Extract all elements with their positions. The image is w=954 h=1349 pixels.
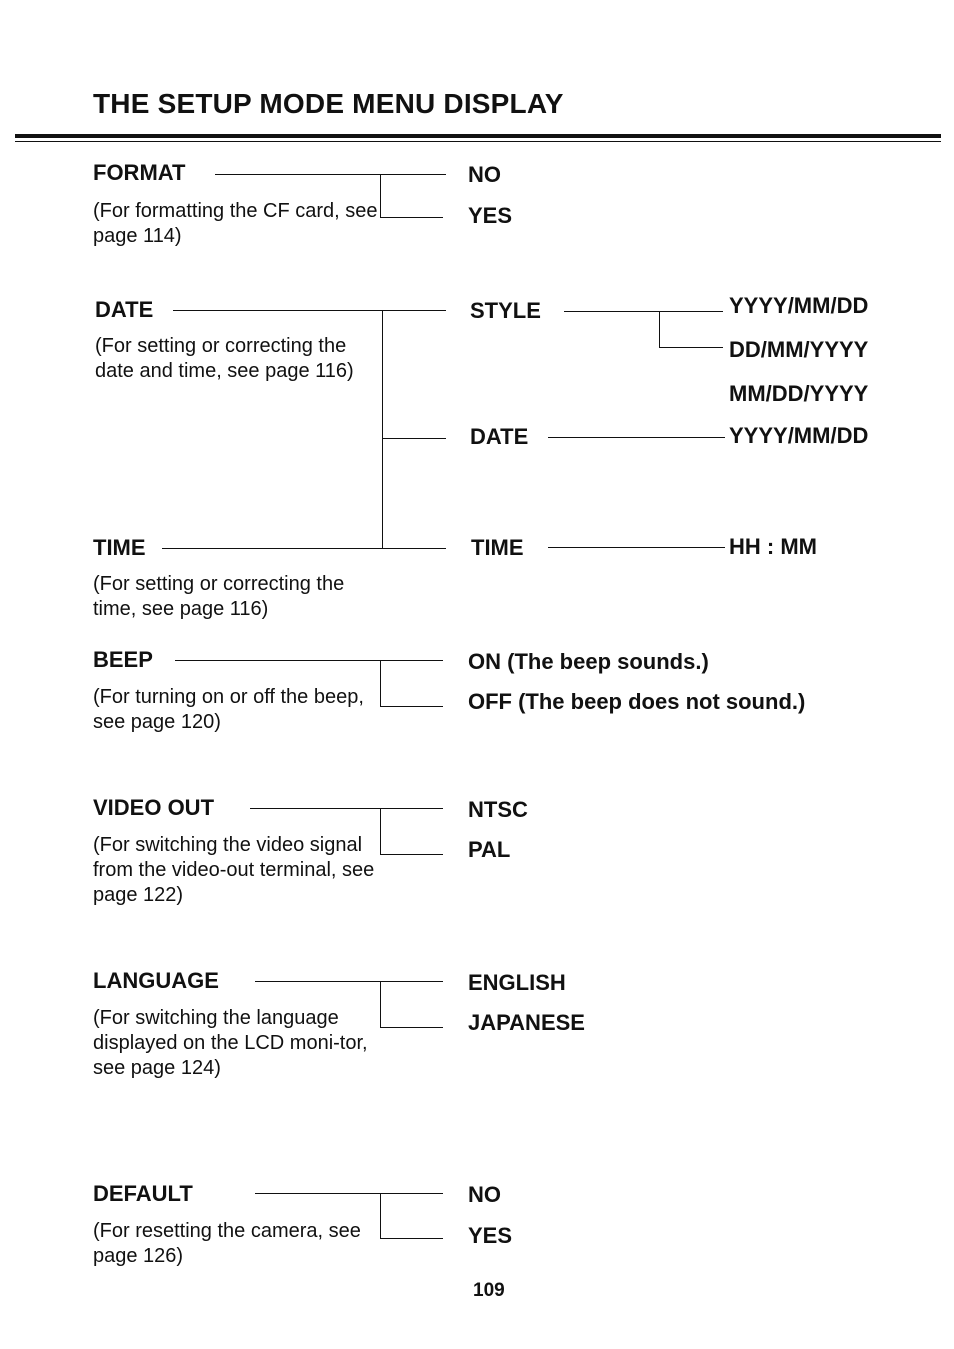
connector-line (250, 808, 443, 809)
page-title: THE SETUP MODE MENU DISPLAY (93, 88, 564, 119)
default-description: (For resetting the camera, see page 126) (93, 1220, 361, 1267)
connector-line (382, 310, 383, 549)
connector-line (380, 706, 443, 707)
default-option-yes: YES (468, 1223, 513, 1248)
connector-line (380, 1027, 443, 1028)
connector-line (382, 438, 446, 439)
connector-line (215, 174, 446, 175)
connector-line (255, 981, 443, 982)
sub-time-label: TIME (471, 535, 524, 560)
connector-line (659, 347, 723, 348)
beep-option-on: ON (The beep sounds.) (468, 649, 709, 674)
format-option-yes: YES (468, 203, 513, 228)
connector-line (175, 660, 443, 661)
title-rule-thin (15, 141, 941, 142)
connector-line (564, 311, 723, 312)
language-option-english: ENGLISH (468, 970, 566, 995)
style-option-ymd: YYYY/MM/DD (729, 293, 869, 318)
video-out-option-pal: PAL (468, 837, 511, 862)
style-option-dmy: DD/MM/YYYY (729, 337, 869, 362)
date-label: DATE (95, 297, 154, 322)
connector-line (173, 310, 446, 311)
language-description: (For switching the language displayed on the LCD moni-tor, see page 124) (93, 1007, 368, 1079)
format-label: FORMAT (93, 160, 186, 185)
default-label: DEFAULT (93, 1181, 193, 1206)
language-label: LANGUAGE (93, 968, 219, 993)
connector-line (380, 174, 381, 217)
beep-option-off: OFF (The beep does not sound.) (468, 689, 806, 714)
language-option-japanese: JAPANESE (468, 1010, 585, 1035)
page-number: 109 (473, 1280, 505, 1301)
beep-label: BEEP (93, 647, 153, 672)
date-description: (For setting or correcting the date and time, see page 116) (95, 335, 354, 382)
format-option-no: NO (468, 162, 501, 187)
style-option-mdy: MM/DD/YYYY (729, 381, 869, 406)
connector-line (548, 547, 725, 548)
connector-line (380, 217, 443, 218)
connector-line (380, 854, 443, 855)
connector-line (380, 660, 381, 706)
format-description: (For formatting the CF card, see page 114) (93, 200, 378, 247)
sub-date-label: DATE (470, 424, 529, 449)
video-out-description: (For switching the video signal from the video-out terminal, see page 122) (93, 834, 375, 906)
connector-line (380, 1193, 381, 1238)
time-description: (For setting or correcting the time, see page 116) (93, 573, 345, 620)
beep-description: (For turning on or off the beep, see page 120) (93, 686, 364, 733)
time-label: TIME (93, 535, 146, 560)
connector-line (380, 981, 381, 1027)
connector-line (548, 437, 725, 438)
style-label: STYLE (470, 298, 541, 323)
connector-line (380, 808, 381, 854)
connector-line (380, 1238, 443, 1239)
video-out-label: VIDEO OUT (93, 795, 215, 820)
connector-line (162, 548, 446, 549)
title-rule-thick (15, 134, 941, 138)
video-out-option-ntsc: NTSC (468, 797, 528, 822)
connector-line (659, 311, 660, 347)
default-option-no: NO (468, 1182, 501, 1207)
sub-time-value: HH : MM (729, 534, 817, 559)
connector-line (255, 1193, 443, 1194)
sub-date-value: YYYY/MM/DD (729, 423, 869, 448)
